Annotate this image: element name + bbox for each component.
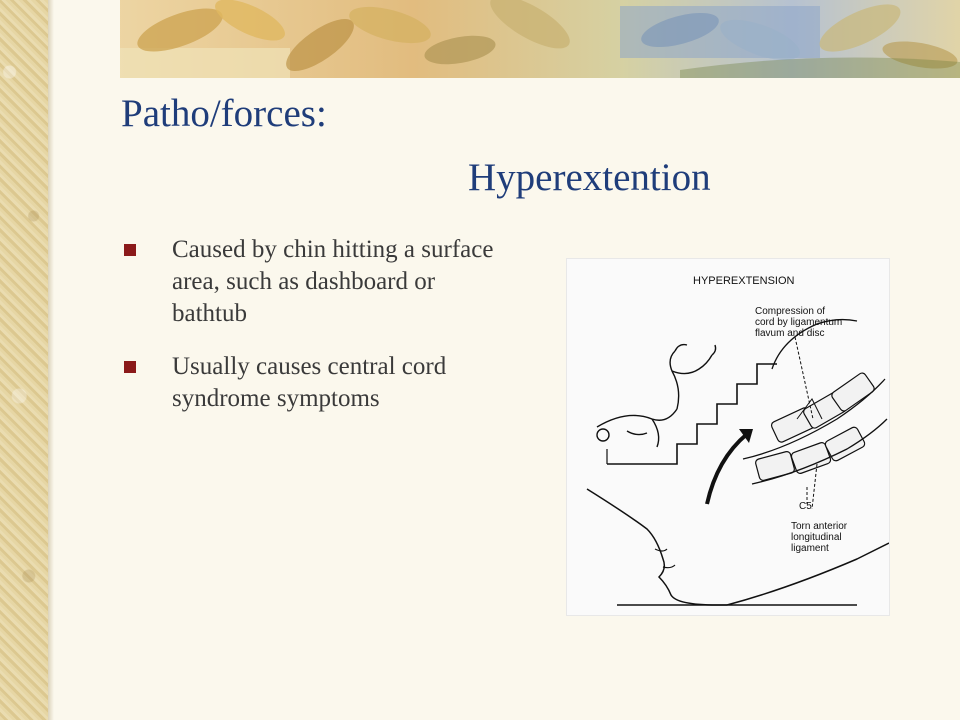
square-bullet-icon xyxy=(124,361,136,373)
page-subtitle: Hyperextention xyxy=(468,156,711,199)
left-textured-strip xyxy=(0,0,48,720)
label-compression-line2: cord by ligamentum xyxy=(755,317,843,328)
page-title: Patho/forces: xyxy=(121,92,327,135)
head-profile xyxy=(587,489,727,605)
square-bullet-icon xyxy=(124,244,136,256)
bullet-item xyxy=(122,234,512,330)
figure-heading: HYPEREXTENSION xyxy=(693,275,795,287)
hyperextension-diagram xyxy=(567,259,889,615)
label-torn-line1: Torn anterior xyxy=(791,521,848,532)
decorative-leaf-banner xyxy=(120,0,960,78)
label-torn-line3: ligament xyxy=(791,543,829,554)
bullet-item xyxy=(122,351,512,415)
bullet-text: Caused by chin hitting a surface area, such as dashboard or bathtub xyxy=(172,236,494,327)
left-strip-shadow xyxy=(48,0,54,720)
bullet-text: Usually causes central cord syndrome symptoms xyxy=(172,353,447,412)
label-compression-line3: flavum and disc xyxy=(755,328,825,339)
label-compression-line1: Compression of xyxy=(755,306,826,317)
label-torn-line2: longitudinal xyxy=(791,532,842,543)
label-c5: C5 xyxy=(799,501,812,512)
hyperextension-illustration xyxy=(566,258,890,616)
bullet-list xyxy=(122,234,512,436)
motion-arrow xyxy=(707,434,747,504)
staircase xyxy=(607,364,777,464)
cervical-spine xyxy=(755,372,876,482)
